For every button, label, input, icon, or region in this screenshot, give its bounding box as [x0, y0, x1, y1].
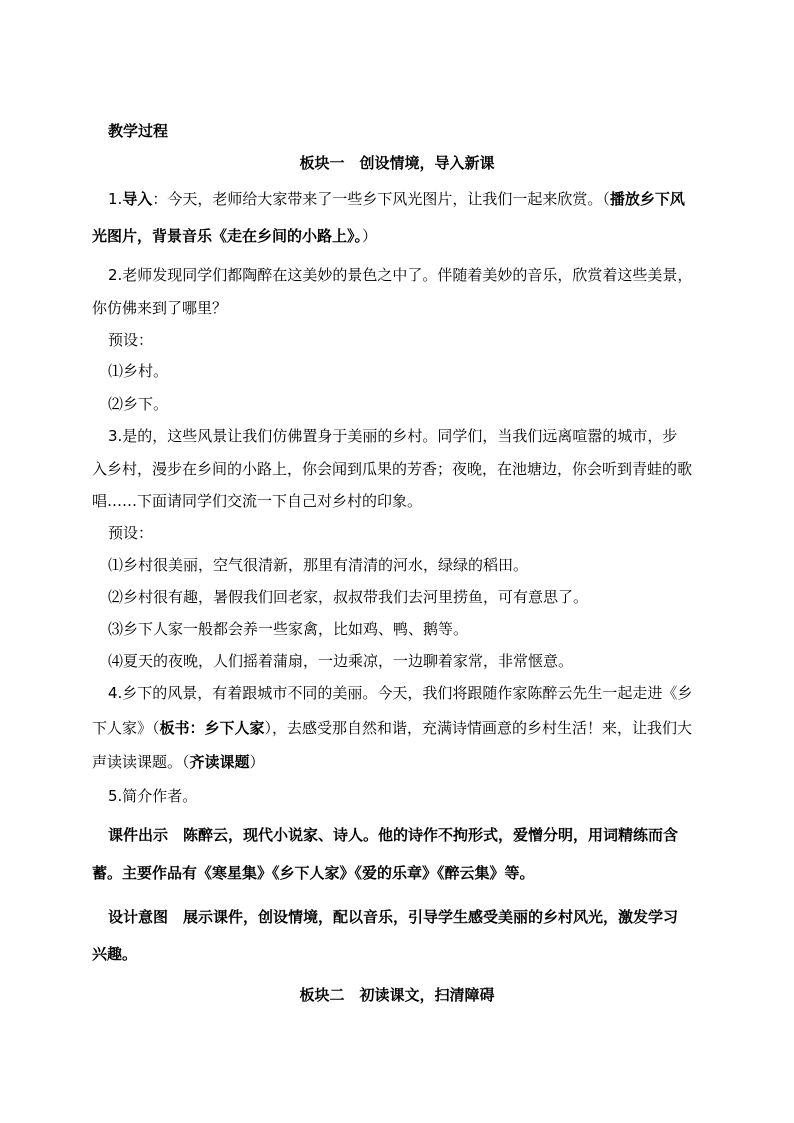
p4-close: ） — [249, 753, 265, 771]
paragraph-3-line-2: 入乡村，漫步在乡间的小路上，你会闻到瓜果的芳香；夜晚，在池塘边，你会听到青蛙的歌 — [92, 460, 693, 478]
design-intent-line-1 — [108, 907, 702, 927]
p1-bold-play: 播放乡下风 — [609, 190, 685, 208]
preset-2-item-3: ⑶乡下人家一般都会养一些家禽，比如鸡、鸭、鹅等。 — [108, 620, 469, 638]
p1-bold-intro: 导入 — [122, 190, 153, 208]
paragraph-1-line-1 — [108, 189, 702, 209]
p4-bold-read: 齐读课题 — [189, 753, 250, 771]
p1-num: 1. — [108, 190, 123, 208]
courseware-line-2: 蓄。主要作品有《寒星集》《乡下人家》《爱的乐章》《醉云集》等。 — [92, 864, 535, 882]
design-label: 设计意图 — [108, 908, 169, 926]
p4-bold-board: 板书：乡下人家 — [159, 719, 265, 737]
paragraph-2-line-1: 2.老师发现同学们都陶醉在这美妙的景色之中了。伴随着美妙的音乐，欣赏着这些美景， — [108, 266, 693, 284]
paragraph-4-line-2 — [92, 718, 702, 738]
p4-text-3a: 声读读课题。（ — [92, 753, 190, 771]
section-label: 教学过程 — [108, 122, 169, 140]
paragraph-2-line-2: 你仿佛来到了哪里？ — [92, 299, 228, 317]
p1-bold-music: 光图片，背景音乐《走在乡间的小路上》。 — [92, 227, 363, 245]
preset-2-label: 预设： — [108, 524, 154, 542]
courseware-label: 课件出示 — [108, 826, 169, 844]
preset-2-item-1: ⑴乡村很美丽，空气很清新，那里有清清的河水，绿绿的稻田。 — [108, 556, 529, 574]
design-intent-line-2: 兴趣。 — [92, 945, 138, 963]
paragraph-5: 5.简介作者。 — [108, 787, 198, 805]
preset-1-item-1: ⑴乡村。 — [108, 362, 169, 380]
paragraph-3-line-1: 3.是的，这些风景让我们仿佛置身于美丽的乡村。同学们，当我们远离喧嚣的城市，步 — [108, 427, 678, 445]
p1-close: ） — [362, 227, 378, 245]
paragraph-1-line-2 — [92, 226, 702, 246]
paragraph-4-line-1: 4.乡下的风景，有着跟城市不同的美丽。今天，我们将跟随作家陈醉云先生一起走进《乡 — [108, 684, 693, 702]
courseware-line-1 — [108, 825, 702, 845]
paragraph-4-line-3 — [92, 752, 702, 772]
design-text: 展示课件，创设情境，配以音乐，引导学生感受美丽的乡村风光，激发学习 — [168, 908, 679, 926]
block2-title: 板块二 初读课文，扫清障碍 — [299, 986, 495, 1004]
p1-text: ：今天，老师给大家带来了一些乡下风光图片，让我们一起来欣赏。（ — [152, 190, 610, 208]
block1-title: 板块一 创设情境，导入新课 — [299, 154, 495, 172]
preset-1-item-2: ⑵乡下。 — [108, 395, 169, 413]
paragraph-3-line-3: 唱……下面请同学们交流一下自己对乡村的印象。 — [92, 492, 423, 510]
p4-text-a: 下人家》（ — [92, 719, 160, 737]
courseware-text: 陈醉云，现代小说家、诗人。他的诗作不拘形式，爱憎分明，用词精练而含 — [168, 826, 679, 844]
preset-2-item-2: ⑵乡村很有趣，暑假我们回老家，叔叔带我们去河里捞鱼，可有意思了。 — [108, 588, 589, 606]
preset-1-label: 预设： — [108, 331, 154, 349]
p4-text-c: ），去感受那自然和谐，充满诗情画意的乡村生活！来，让我们大 — [264, 719, 693, 737]
preset-2-item-4: ⑷夏天的夜晚，人们摇着蒲扇，一边乘凉，一边聊着家常，非常惬意。 — [108, 652, 574, 670]
